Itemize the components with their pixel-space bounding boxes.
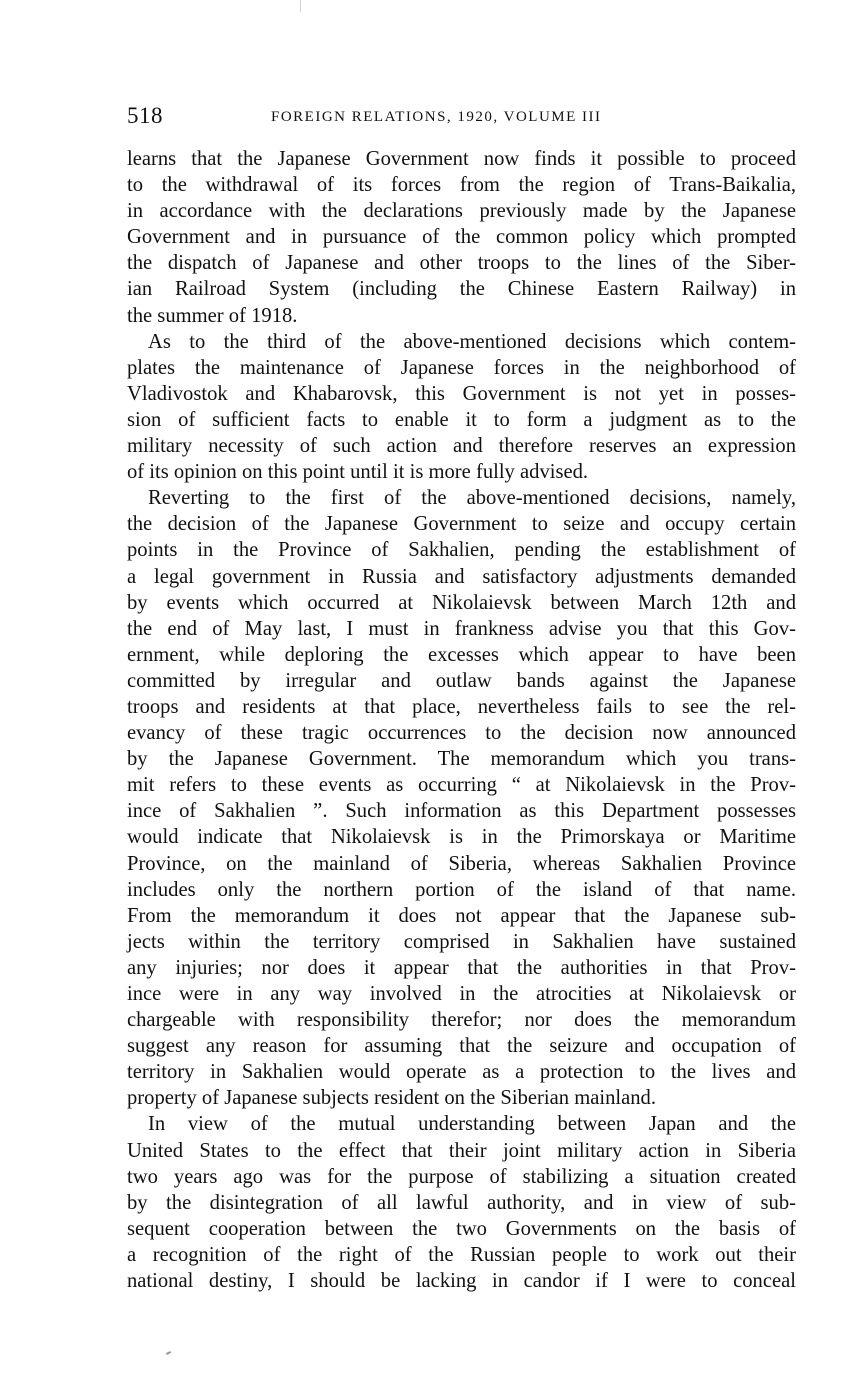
text-line: by the disintegration of all lawful authority, and in view of sub- bbox=[127, 1191, 796, 1214]
text-line: the decision of the Japanese Government to seize and occupy certain bbox=[127, 513, 796, 536]
text-line: the dispatch of Japanese and other troops to the lines of the Siber- bbox=[127, 252, 796, 275]
text-line: territory in Sakhalien would operate as a protection to the lives and bbox=[127, 1061, 796, 1084]
text-line: a recognition of the right of the Russian people to work out their bbox=[127, 1243, 796, 1266]
text-line: a legal government in Russia and satisfactory adjustments demanded bbox=[127, 565, 796, 588]
text-line: committed by irregular and outlaw bands against the Japanese bbox=[127, 669, 796, 692]
text-line: Province, on the mainland of Siberia, whereas Sakhalien Province bbox=[127, 852, 796, 875]
text-line: the end of May last, I must in frankness advise you that this Gov- bbox=[127, 617, 796, 640]
text-line: ernment, while deploring the excesses which appear to have been bbox=[127, 643, 796, 666]
text-line: evancy of these tragic occurrences to the decision now announced bbox=[127, 722, 796, 745]
text-line: suggest any reason for assuming that the seizure and occupation of bbox=[127, 1035, 796, 1058]
text-line: ian Railroad System (including the Chinese Eastern Railway) in bbox=[127, 278, 796, 301]
paragraph bbox=[127, 485, 796, 1111]
scan-artifact-dot bbox=[166, 1351, 171, 1355]
text-line: Government and in pursuance of the common policy which prompted bbox=[127, 226, 796, 249]
page-number: 518 bbox=[127, 103, 163, 128]
text-line: ince of Sakhalien ”. Such information as this Department possesses bbox=[127, 800, 796, 823]
paragraph bbox=[127, 146, 796, 329]
body-text bbox=[127, 146, 796, 1294]
running-title: FOREIGN RELATIONS, 1920, VOLUME III bbox=[271, 109, 602, 125]
text-line: in accordance with the declarations previously made by the Japanese bbox=[127, 200, 796, 223]
text-line: From the memorandum it does not appear that the Japanese sub- bbox=[127, 904, 796, 927]
text-line: would indicate that Nikolaievsk is in the Primorskaya or Maritime bbox=[127, 826, 796, 849]
text-line: the summer of 1918. bbox=[127, 304, 298, 327]
paragraph bbox=[127, 329, 796, 486]
text-line: Vladivostok and Khabarovsk, this Government is not yet in posses- bbox=[127, 382, 796, 405]
scan-artifact-mark bbox=[300, 0, 301, 12]
text-line: property of Japanese subjects resident on the Siberian mainland. bbox=[127, 1087, 656, 1110]
text-line: learns that the Japanese Government now finds it possible to proceed bbox=[127, 148, 796, 170]
text-line: Reverting to the first of the above-mentioned decisions, namely, bbox=[148, 487, 796, 510]
text-line: to the withdrawal of its forces from the region of Trans-Baikalia, bbox=[127, 174, 796, 197]
text-line: troops and residents at that place, nevertheless fails to see the rel- bbox=[127, 695, 796, 718]
text-line: In view of the mutual understanding between Japan and the bbox=[148, 1113, 796, 1136]
text-line: national destiny, I should be lacking in candor if I were to conceal bbox=[127, 1270, 796, 1293]
text-line: of its opinion on this point until it is more fully advised. bbox=[127, 461, 589, 484]
text-line: includes only the northern portion of the island of that name. bbox=[127, 878, 796, 901]
text-line: by events which occurred at Nikolaievsk between March 12th and bbox=[127, 591, 796, 614]
text-line: sequent cooperation between the two Governments on the basis of bbox=[127, 1217, 796, 1240]
paragraph bbox=[127, 1111, 796, 1294]
text-line: any injuries; nor does it appear that the authorities in that Prov- bbox=[127, 956, 796, 979]
text-line: mit refers to these events as occurring “ at Nikolaievsk in the Prov- bbox=[127, 774, 796, 797]
text-line: As to the third of the above-mentioned decisions which contem- bbox=[148, 330, 796, 353]
text-line: sion of sufficient facts to enable it to form a judgment as to the bbox=[127, 408, 796, 431]
text-line: plates the maintenance of Japanese forces in the neighborhood of bbox=[127, 356, 796, 379]
text-line: jects within the territory comprised in Sakhalien have sustained bbox=[127, 930, 796, 953]
text-line: ince were in any way involved in the atrocities at Nikolaievsk or bbox=[127, 983, 796, 1005]
running-header bbox=[127, 101, 796, 131]
text-line: by the Japanese Government. The memorandum which you trans- bbox=[127, 748, 796, 771]
text-line: military necessity of such action and therefore reserves an expression bbox=[127, 435, 796, 458]
text-line: points in the Province of Sakhalien, pending the establishment of bbox=[127, 539, 796, 562]
text-line: two years ago was for the purpose of stabilizing a situation created bbox=[127, 1165, 796, 1188]
text-line: United States to the effect that their joint military action in Siberia bbox=[127, 1139, 796, 1162]
text-line: chargeable with responsibility therefor; nor does the memorandum bbox=[127, 1009, 796, 1032]
